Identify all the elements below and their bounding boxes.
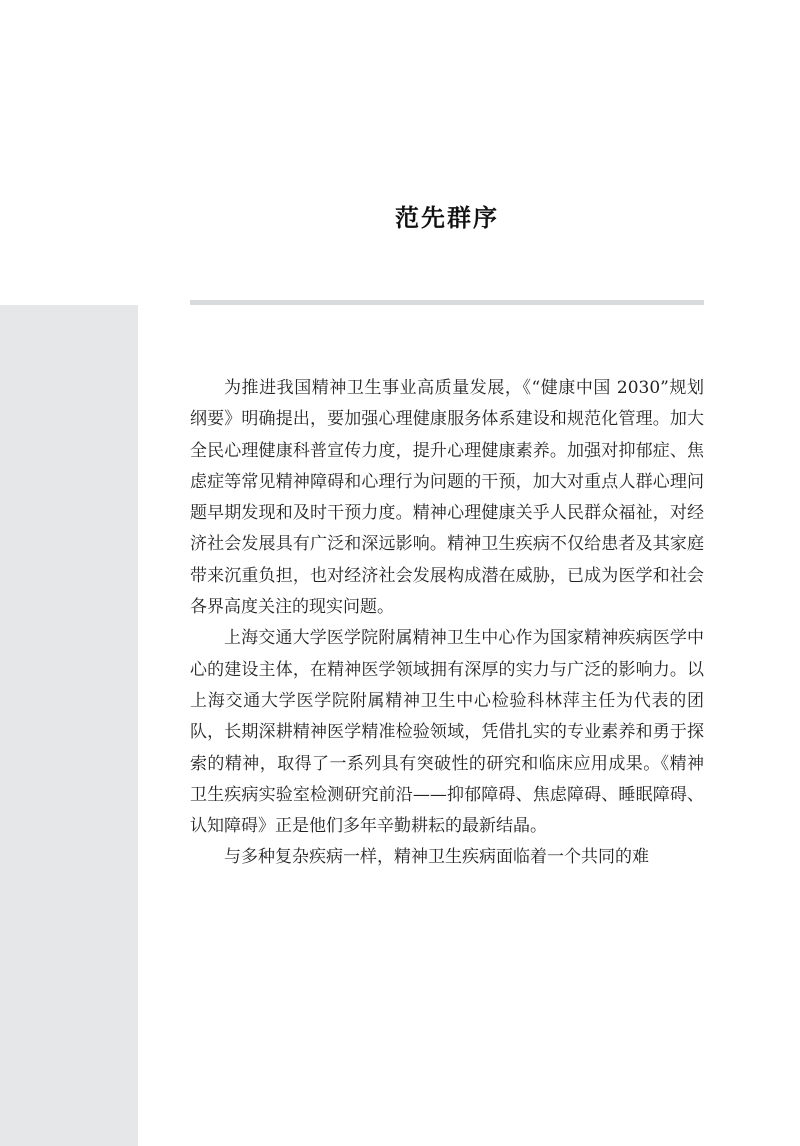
- paragraph: 与多种复杂疾病一样，精神卫生疾病面临着一个共同的难: [224, 847, 649, 868]
- side-decorative-band: [0, 305, 138, 1146]
- paragraph: 上海交通大学医学院附属精神卫生中心作为国家精神疾病医学中心的建设主体，在精神医学领域拥有深厚的实力与广泛的影响力。以上海交通大学医学院附属精神卫生中心检验科林萍主任为代表的团队，长期深耕精神医学精准检验领域，凭借扎实的专业素养和勇于探索的精神，取得了一系列具有突破性的研究和临床应用成果。《精神卫生疾病实验室检测研究前沿——抑郁障碍、焦虑障碍、睡眠障碍、认知障碍》正是他们多年辛勤耕耘的最新结晶。: [190, 628, 704, 837]
- title-divider: [190, 300, 704, 305]
- paragraph: 为推进我国精神卫生事业高质量发展，《“健康中国 2030”规划纲要》明确提出，要加强心理健康服务体系建设和规范化管理。加大全民心理健康科普宣传力度，提升心理健康素养。加强对抑郁症、焦虑症等常见精神障碍和心理行为问题的干预，加大对重点人群心理问题早期发现和及时干预力度。精神心理健康关乎人民群众福祉，对经济社会发展具有广泛和深远影响。精神卫生疾病不仅给患者及其家庭带来沉重负担，也对经济社会发展构成潜在威胁，已成为医学和社会各界高度关注的现实问题。: [190, 378, 704, 618]
- body-text: [190, 373, 704, 874]
- page-title: 范先群序: [395, 204, 499, 232]
